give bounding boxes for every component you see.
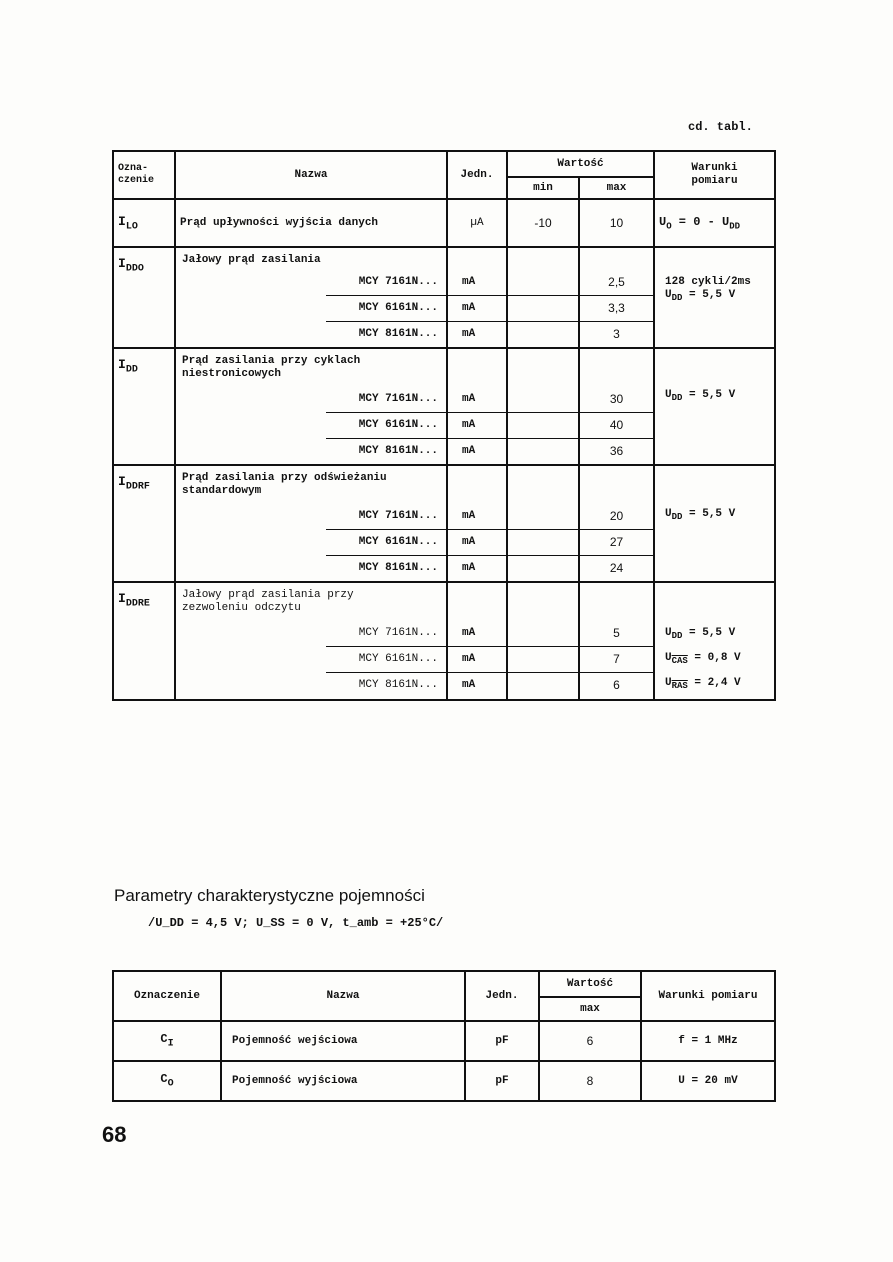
- header-max: max: [579, 177, 654, 199]
- unit-idd: mA mA mA: [447, 348, 507, 465]
- header-min: min: [507, 177, 579, 199]
- symbol-iddo: $I_{DDO}$: [113, 247, 175, 348]
- t2-cond-ci: f = 1 MHz: [641, 1021, 775, 1061]
- t2-header-conditions: Warunki pomiaru: [641, 971, 775, 1021]
- header-name: Nazwa: [175, 151, 447, 199]
- t2-header-max: max: [539, 997, 641, 1021]
- cond-iddrf: $U_{DD} = 5,5$ V: [654, 465, 775, 582]
- symbol-iddre: $I_{DDRE}$: [113, 582, 175, 700]
- t2-max-co: 8: [539, 1061, 641, 1101]
- name-iddrf: Prąd zasilania przy odświeżaniu standardowym MCY 7161N... MCY 6161N... MCY 8161N...: [175, 465, 447, 582]
- name-iddo: Jałowy prąd zasilania MCY 7161N... MCY 6161N... MCY 8161N...: [175, 247, 447, 348]
- t2-header-unit: Jedn.: [465, 971, 539, 1021]
- continuation-label: cd. tabl.: [688, 120, 753, 134]
- min-iddrf: [507, 465, 579, 582]
- unit-iddre: mA mA mA: [447, 582, 507, 700]
- header-unit: Jedn.: [447, 151, 507, 199]
- unit-iddrf: mA mA mA: [447, 465, 507, 582]
- t2-name-ci: Pojemność wejściowa: [221, 1021, 465, 1061]
- t2-symbol-co: $C_O$: [113, 1061, 221, 1101]
- unit-ilo: µA: [447, 199, 507, 247]
- symbol-iddrf: $I_{DDRF}$: [113, 465, 175, 582]
- min-iddre: [507, 582, 579, 700]
- t2-name-co: Pojemność wyjściowa: [221, 1061, 465, 1101]
- t2-header-value: Wartość: [539, 971, 641, 997]
- page-number: 68: [102, 1122, 127, 1147]
- max-ilo: 10: [579, 199, 654, 247]
- cond-iddre: $U_{DD} = 5,5$ V $U_{\overline{CAS}} = 0,8$ V $U_{\overline{RAS}} = 2,4$ V: [654, 582, 775, 700]
- max-iddre: 5 7 6: [579, 582, 654, 700]
- t2-unit-co: pF: [465, 1061, 539, 1101]
- min-idd: [507, 348, 579, 465]
- symbol-idd: $I_{DD}$: [113, 348, 175, 465]
- t2-max-ci: 6: [539, 1021, 641, 1061]
- cond-ilo: $U_O = 0 - U_{DD}$: [654, 199, 775, 247]
- cond-iddo: 128 cykli/2ms $U_{DD} = 5,5$ V: [654, 247, 775, 348]
- t2-header-symbol: Oznaczenie: [113, 971, 221, 1021]
- t2-unit-ci: pF: [465, 1021, 539, 1061]
- min-iddo: [507, 247, 579, 348]
- t2-symbol-ci: $C_I$: [113, 1021, 221, 1061]
- header-symbol: Ozna- czenie: [113, 151, 175, 199]
- name-idd: Prąd zasilania przy cyklach niestronicowych MCY 7161N... MCY 6161N... MCY 8161N...: [175, 348, 447, 465]
- section-title: Parametry charakterystyczne pojemności: [114, 886, 425, 905]
- section-subtitle: /U_DD = 4,5 V; U_SS = 0 V, t_amb = +25°C/: [148, 916, 444, 930]
- max-iddo: 2,5 3,3 3: [579, 247, 654, 348]
- name-iddre: Jałowy prąd zasilania przy zezwoleniu odczytu MCY 7161N... MCY 6161N... MCY 8161N...: [175, 582, 447, 700]
- name-ilo: Prąd upływności wyjścia danych: [175, 199, 447, 247]
- capacitance-table: [112, 970, 776, 1102]
- cond-idd: $U_{DD} = 5,5$ V: [654, 348, 775, 465]
- max-idd: 30 40 36: [579, 348, 654, 465]
- min-ilo: -10: [507, 199, 579, 247]
- header-conditions: Warunki pomiaru: [654, 151, 775, 199]
- symbol-ilo: $I_{LO}$: [113, 199, 175, 247]
- header-value: Wartość: [507, 151, 654, 177]
- t2-cond-co: U = 20 mV: [641, 1061, 775, 1101]
- t2-header-name: Nazwa: [221, 971, 465, 1021]
- current-table: [112, 150, 776, 701]
- max-iddrf: 20 27 24: [579, 465, 654, 582]
- unit-iddo: mA mA mA: [447, 247, 507, 348]
